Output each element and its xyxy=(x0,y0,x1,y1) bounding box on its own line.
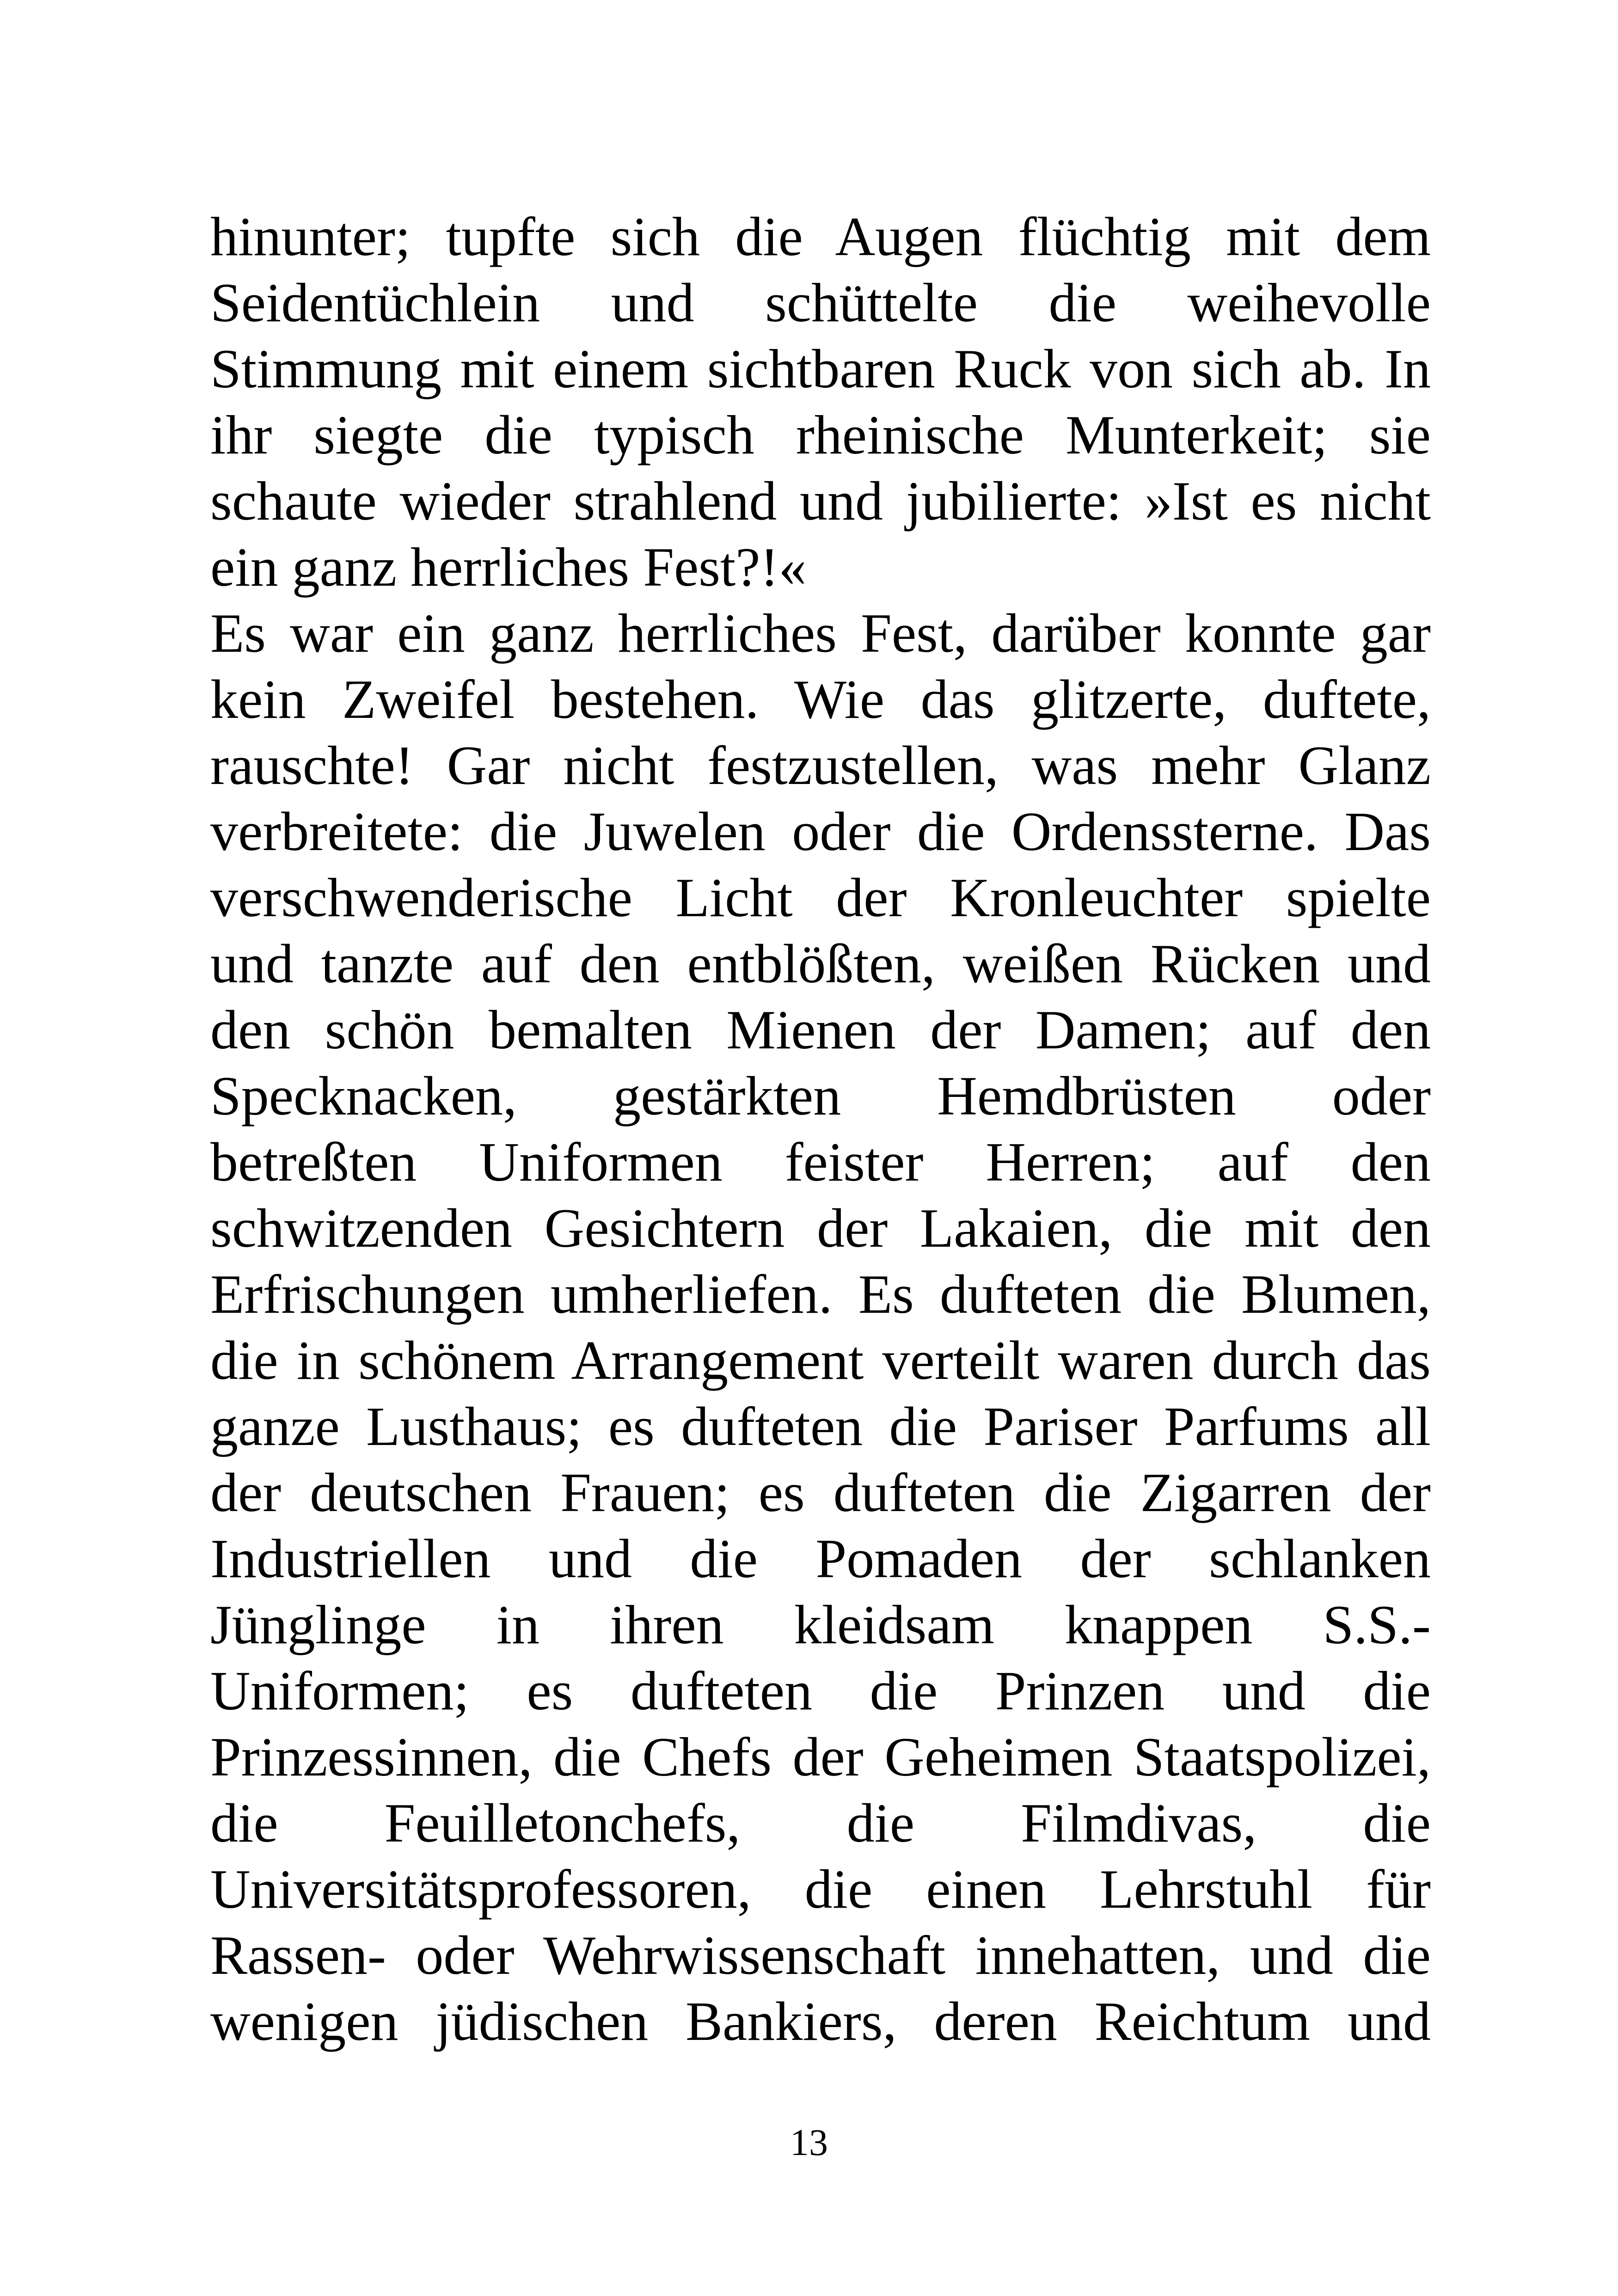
text-line: Uniformen; es dufteten die Prinzen und die xyxy=(210,1660,1431,1721)
text-line: ein ganz herrliches Fest?!« xyxy=(210,536,807,598)
paragraph-1 xyxy=(210,203,1431,600)
text-line: Seidentüchlein und schüttelte die weihevolle xyxy=(210,272,1431,333)
text-line: der deutschen Frauen; es dufteten die Zigarren der xyxy=(210,1462,1431,1523)
text-line: Erfrischungen umherliefen. Es dufteten die Blumen, xyxy=(210,1263,1431,1325)
text-line: Rassen- oder Wehrwissenschaft innehatten, und die xyxy=(210,1924,1431,1986)
text-line: Jünglinge in ihren kleidsam knappen S.S.- xyxy=(210,1594,1431,1655)
text-line: Specknacken, gestärkten Hemdbrüsten oder xyxy=(210,1065,1431,1127)
text-line: Industriellen und die Pomaden der schlanken xyxy=(210,1528,1431,1589)
text-line: ihr siegte die typisch rheinische Munterkeit; sie xyxy=(210,404,1431,465)
text-line: und tanzte auf den entblößten, weißen Rücken und xyxy=(210,933,1431,994)
text-line: Stimmung mit einem sichtbaren Ruck von sich ab. In xyxy=(210,338,1431,399)
text-line: Prinzessinnen, die Chefs der Geheimen Staatspolizei, xyxy=(210,1726,1431,1788)
text-line: kein Zweifel bestehen. Wie das glitzerte, duftete, xyxy=(210,668,1431,730)
page-number: 13 xyxy=(790,2121,828,2163)
text-line: den schön bemalten Mienen der Damen; auf den xyxy=(210,999,1431,1060)
text-line: hinunter; tupfte sich die Augen flüchtig mit dem xyxy=(210,206,1431,267)
text-line: die Feuilletonchefs, die Filmdivas, die xyxy=(210,1792,1431,1854)
text-line: betreßten Uniformen feister Herren; auf den xyxy=(210,1131,1431,1193)
text-line: verschwenderische Licht der Kronleuchter spielte xyxy=(210,867,1431,928)
text-line: Es war ein ganz herrliches Fest, darüber konnte gar xyxy=(210,602,1431,664)
text-line: schaute wieder strahlend und jubilierte: »Ist es nicht xyxy=(210,470,1431,532)
text-line: wenigen jüdischen Bankiers, deren Reichtum und xyxy=(210,1990,1431,2052)
text-line: schwitzenden Gesichtern der Lakaien, die mit den xyxy=(210,1197,1431,1259)
paragraph-2 xyxy=(210,600,1431,2054)
body-text xyxy=(210,203,1431,2054)
text-line: Universitätsprofessoren, die einen Lehrstuhl für xyxy=(210,1858,1431,1920)
text-line: verbreitete: die Juwelen oder die Ordenssterne. Das xyxy=(210,801,1431,862)
text-line: ganze Lusthaus; es dufteten die Pariser Parfums all xyxy=(210,1396,1431,1457)
text-line: die in schönem Arrangement verteilt waren durch das xyxy=(210,1329,1431,1391)
text-line: rauschte! Gar nicht festzustellen, was mehr Glanz xyxy=(210,735,1431,796)
